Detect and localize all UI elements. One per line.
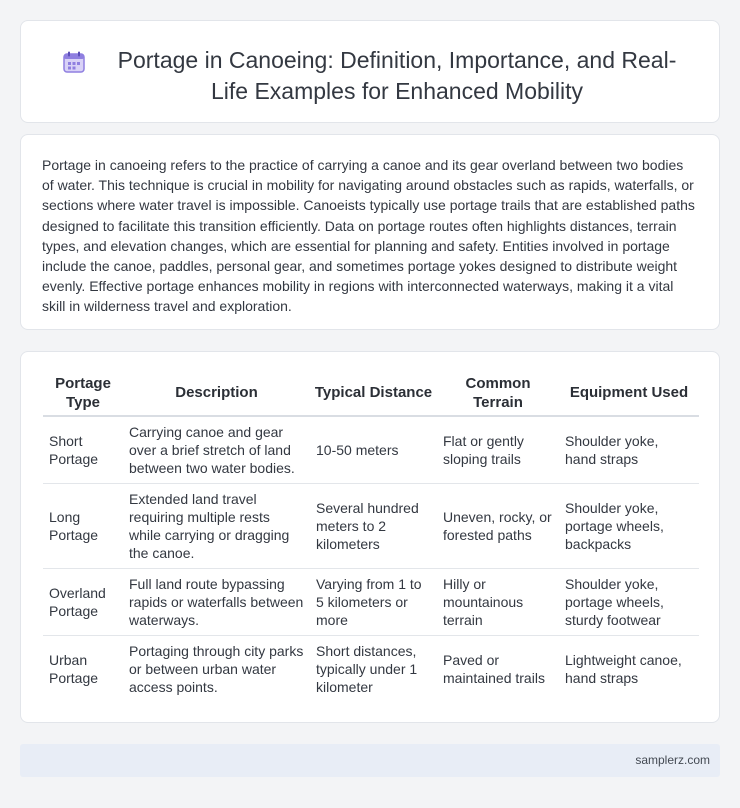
cell-equipment-used: Shoulder yoke, portage wheels, backpacks bbox=[559, 483, 699, 568]
cell-common-terrain: Uneven, rocky, or forested paths bbox=[437, 483, 559, 568]
cell-description: Full land route bypassing rapids or waterfalls between waterways. bbox=[123, 568, 310, 635]
intro-card bbox=[20, 134, 720, 330]
table-row bbox=[43, 568, 699, 635]
header-common-terrain: Common Terrain bbox=[437, 370, 559, 416]
cell-portage-type: Long Portage bbox=[43, 483, 123, 568]
portage-table bbox=[43, 370, 699, 703]
cell-description: Portaging through city parks or between urban water access points. bbox=[129, 643, 304, 696]
cell-equipment-used: Shoulder yoke, portage wheels, sturdy footwear bbox=[559, 568, 699, 635]
intro-paragraph: Portage in canoeing refers to the practice of carrying a canoe and its gear overland between two bodies of water. This technique is crucial in mobility for navigating around obstacles such as rapids, waterfalls, or sections where water travel is impossible. Canoeists typically use portage trails that are established paths designed to facilitate this transition efficiently. Data on portage routes often highlights distances, terrain types, and elevation changes, which are essential for planning and safety. Entities involved in portage include the canoe, paddles, personal gear, and sometimes portage yokes designed to distribute weight evenly. Effective portage enhances mobility in regions with interconnected waterways, making it a vital skill in wilderness travel and exploration. bbox=[42, 157, 695, 315]
cell-typical-distance: Several hundred meters to 2 kilometers bbox=[310, 483, 437, 568]
table-row bbox=[43, 635, 699, 703]
table-row bbox=[43, 483, 699, 568]
page-title: Portage in Canoeing: Definition, Importance, and Real-Life Examples for Enhanced Mobility bbox=[117, 47, 677, 104]
header-typical-distance: Typical Distance bbox=[310, 370, 437, 416]
cell-portage-type: Short Portage bbox=[43, 416, 123, 483]
footer-bar bbox=[20, 744, 720, 777]
header-equipment-used: Equipment Used bbox=[559, 370, 699, 416]
header-portage-type: Portage Type bbox=[43, 370, 123, 416]
table-card bbox=[20, 351, 720, 723]
cell-common-terrain: Hilly or mountainous terrain bbox=[437, 568, 559, 635]
cell-portage-type: Urban Portage bbox=[49, 652, 99, 687]
cell-portage-type: Overland Portage bbox=[43, 568, 123, 635]
cell-typical-distance: Short distances, typically under 1 kilometer bbox=[316, 643, 418, 696]
title-card bbox=[20, 20, 720, 123]
table-header-row bbox=[43, 370, 699, 416]
header-description: Description bbox=[123, 370, 310, 416]
cell-typical-distance: 10-50 meters bbox=[310, 416, 437, 483]
cell-equipment-used: Shoulder yoke, hand straps bbox=[559, 416, 699, 483]
calendar-icon bbox=[61, 49, 87, 75]
cell-equipment-used: Lightweight canoe, hand straps bbox=[565, 652, 682, 687]
cell-typical-distance: Varying from 1 to 5 kilometers or more bbox=[310, 568, 437, 635]
table-row bbox=[43, 416, 699, 483]
cell-common-terrain: Paved or maintained trails bbox=[443, 652, 545, 687]
cell-description: Carrying canoe and gear over a brief stretch of land between two water bodies. bbox=[123, 416, 310, 483]
cell-common-terrain: Flat or gently sloping trails bbox=[437, 416, 559, 483]
cell-description: Extended land travel requiring multiple rests while carrying or dragging the canoe. bbox=[123, 483, 310, 568]
footer-site-link[interactable]: samplerz.com bbox=[635, 753, 710, 767]
title-wrap bbox=[21, 21, 719, 107]
